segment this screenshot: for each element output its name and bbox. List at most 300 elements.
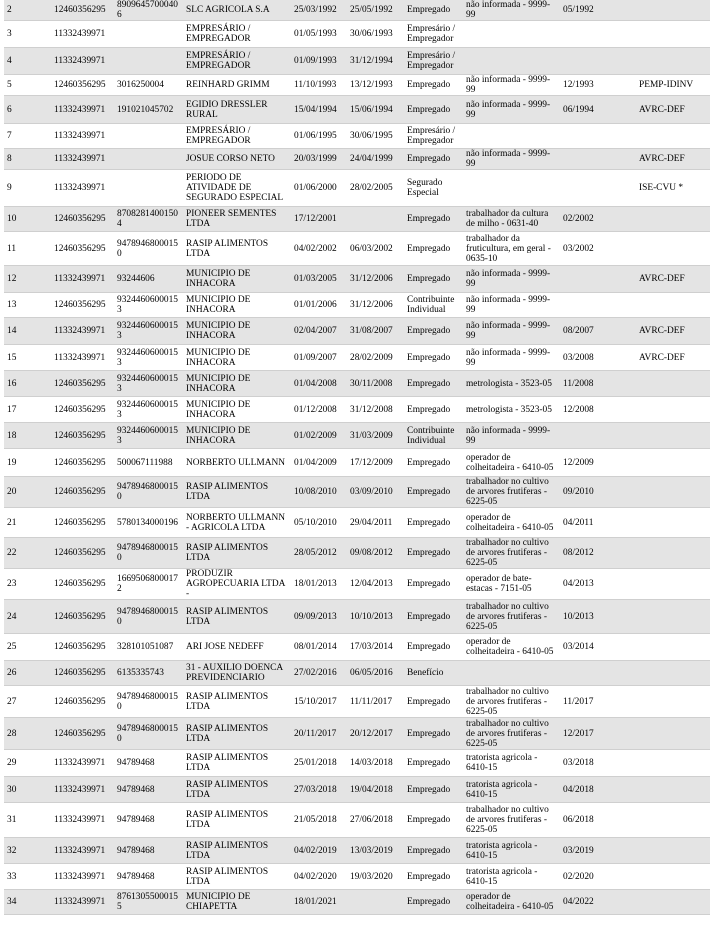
table-row xyxy=(4,207,710,232)
cell-type: Empregado xyxy=(407,326,451,336)
cell-end: 25/05/1992 xyxy=(350,5,393,15)
cell-occupation xyxy=(463,661,560,686)
table-row xyxy=(4,449,710,477)
cell-code: 93244606000153 xyxy=(117,295,178,315)
cell-origin: EMPRESÁRIO / EMPREGADOR xyxy=(186,126,251,146)
cell-occupation: tratorista agricola - 6410-15 xyxy=(466,753,538,773)
cell-end: 09/08/2012 xyxy=(350,548,393,558)
cell-end: 31/12/2006 xyxy=(350,274,393,284)
cell-last-rem xyxy=(560,170,636,207)
cell-occupation: operador de colheitadeira - 6410-05 xyxy=(466,512,554,533)
cell-indicators xyxy=(636,803,710,838)
cell-end: 30/11/2008 xyxy=(350,378,393,389)
cell-start: 01/01/2006 xyxy=(294,300,337,310)
cell-nit: 11332439971 xyxy=(54,183,106,193)
cell-last-rem: 02/2002 xyxy=(563,214,594,224)
cell-start: 27/02/2016 xyxy=(294,668,337,678)
cell-nit: 11332439971 xyxy=(54,104,106,115)
cell-indicators xyxy=(636,477,710,508)
cell-indicators xyxy=(636,686,710,718)
cell-indicators: AVRC-DEF xyxy=(639,104,685,115)
cell-origin: RASIP ALIMENTOS LTDA xyxy=(186,723,269,744)
table-row xyxy=(4,600,710,634)
table-row xyxy=(4,538,710,569)
cell-seq: 20 xyxy=(7,487,17,497)
cell-start: 25/03/1992 xyxy=(294,5,337,15)
cell-seq: 14 xyxy=(7,326,17,336)
cell-nit: 11332439971 xyxy=(54,131,106,141)
cell-seq: 2 xyxy=(7,5,12,15)
cell-code: 94789468 xyxy=(117,784,155,795)
cell-seq: 31 xyxy=(7,815,17,825)
cell-code: 5780134000196 xyxy=(117,517,178,528)
cell-last-rem: 12/2008 xyxy=(563,404,594,415)
cell-code: 94789468000150 xyxy=(117,606,178,627)
table-row xyxy=(4,569,710,600)
cell-seq: 11 xyxy=(7,243,17,254)
cell-nit: 11332439971 xyxy=(54,845,106,856)
cell-start: 01/12/2008 xyxy=(294,404,337,415)
cell-nit: 12460356295 xyxy=(54,668,106,678)
cell-seq: 5 xyxy=(7,80,12,90)
cell-start: 09/09/2013 xyxy=(294,611,337,622)
cell-type: Empregado xyxy=(407,243,451,254)
cell-code: 87613055000155 xyxy=(117,892,178,912)
cell-code xyxy=(114,124,183,149)
cell-indicators: AVRC-DEF xyxy=(639,274,685,284)
table-row xyxy=(4,293,710,318)
cell-last-rem: 10/2013 xyxy=(563,611,594,622)
table-row xyxy=(4,477,710,508)
cell-type: Empregado xyxy=(407,897,451,907)
cell-start: 18/01/2013 xyxy=(294,579,337,589)
cell-end: 24/04/1999 xyxy=(350,154,393,164)
cell-origin: ARI JOSE NEDEFF xyxy=(186,642,264,652)
table-row xyxy=(4,686,710,718)
cell-code: 328101051087 xyxy=(117,642,174,652)
cell-origin: SLC AGRICOLA S.A xyxy=(186,5,270,15)
cell-last-rem xyxy=(560,124,636,149)
cell-end: 15/06/1994 xyxy=(350,104,393,115)
cell-nit: 11332439971 xyxy=(54,784,106,795)
cell-type: Empregado xyxy=(407,404,451,415)
cell-code: 93244606000153 xyxy=(117,399,178,420)
cell-type: Empregado xyxy=(407,611,451,622)
cell-start: 04/02/2020 xyxy=(294,871,337,882)
cell-seq: 10 xyxy=(7,214,17,224)
cell-end: 20/12/2017 xyxy=(350,728,393,739)
table-row xyxy=(4,96,710,124)
cell-occupation: não informada - 9999-99 xyxy=(466,0,551,20)
cell-last-rem: 08/2007 xyxy=(563,326,594,336)
cell-last-rem xyxy=(560,661,636,686)
table-row xyxy=(4,170,710,207)
cell-origin: MUNICIPIO DE INHACORA xyxy=(186,347,251,368)
cell-end xyxy=(347,890,404,915)
cell-type: Empregado xyxy=(407,845,451,856)
cell-code: 89096457000406 xyxy=(117,0,178,20)
cell-end: 14/03/2018 xyxy=(350,758,393,768)
cell-occupation: não informada - 9999-99 xyxy=(466,347,551,368)
cell-code: 93244606000153 xyxy=(117,425,178,446)
cell-type: Empregado xyxy=(407,378,451,389)
cell-type: Segurado Especial xyxy=(407,178,443,198)
cell-start: 17/12/2001 xyxy=(294,214,337,224)
cell-seq: 21 xyxy=(7,517,17,528)
cell-end: 03/09/2010 xyxy=(350,487,393,497)
table-row xyxy=(4,397,710,423)
cell-end xyxy=(347,207,404,232)
cell-origin: MUNICIPIO DE INHACORA xyxy=(186,373,251,394)
cell-start: 20/11/2017 xyxy=(294,728,337,739)
cell-origin: RASIP ALIMENTOS LTDA xyxy=(186,866,269,887)
cell-last-rem: 02/2020 xyxy=(563,871,594,882)
cell-origin: NORBERTO ULLMANN xyxy=(186,457,286,468)
cell-indicators: PEMP-IDINV xyxy=(639,80,694,90)
cell-code: 93244606000153 xyxy=(117,321,178,341)
cell-type: Empregado xyxy=(407,214,451,224)
cell-nit: 12460356295 xyxy=(54,548,106,558)
cell-code: 94789468 xyxy=(117,758,155,768)
cell-last-rem xyxy=(560,21,636,48)
cell-type: Empregado xyxy=(407,517,451,528)
cell-occupation: trabalhador no cultivo de arvores frutiferas - 6225-05 xyxy=(466,686,549,717)
cell-nit: 12460356295 xyxy=(54,579,106,589)
cell-end: 19/03/2020 xyxy=(350,871,393,882)
cell-last-rem xyxy=(560,266,636,293)
cell-origin: MUNICIPIO DE INHACORA xyxy=(186,321,251,341)
cell-origin: RASIP ALIMENTOS LTDA xyxy=(186,779,269,800)
cell-end: 06/03/2002 xyxy=(350,243,393,254)
cell-indicators xyxy=(636,750,710,777)
cell-code: 6135335743 xyxy=(117,668,164,678)
cell-start: 20/03/1999 xyxy=(294,154,337,164)
cell-last-rem: 12/2009 xyxy=(563,457,594,468)
cell-occupation: trabalhador no cultivo de arvores frutiferas - 6225-05 xyxy=(466,601,549,632)
cell-code: 500067111988 xyxy=(117,457,173,468)
cell-seq: 22 xyxy=(7,548,17,558)
cell-start: 01/09/2007 xyxy=(294,352,337,363)
cell-indicators xyxy=(636,397,710,423)
cell-code: 94789468 xyxy=(117,845,155,856)
cell-origin: MUNICIPIO DE INHACORA xyxy=(186,425,251,446)
cell-code: 94789468000150 xyxy=(117,238,178,259)
cell-nit: 11332439971 xyxy=(54,326,106,336)
cell-start: 01/03/2005 xyxy=(294,274,337,284)
cell-nit: 12460356295 xyxy=(54,642,106,652)
cell-seq: 26 xyxy=(7,668,17,678)
cell-code: 87082814001504 xyxy=(117,209,178,229)
cell-nit: 12460356295 xyxy=(54,214,106,224)
cell-start: 15/10/2017 xyxy=(294,696,337,707)
cell-nit: 12460356295 xyxy=(54,728,106,739)
cell-nit: 11332439971 xyxy=(54,758,106,768)
cell-occupation: trabalhador no cultivo de arvores frutiferas - 6225-05 xyxy=(466,805,549,835)
cell-nit: 12460356295 xyxy=(54,457,106,468)
cell-occupation: metrologista - 3523-05 xyxy=(466,404,552,415)
cell-seq: 9 xyxy=(7,183,12,193)
cell-nit: 11332439971 xyxy=(54,815,106,825)
cell-last-rem: 03/2008 xyxy=(563,352,594,363)
cell-seq: 7 xyxy=(7,131,12,141)
table-row xyxy=(4,838,710,864)
table-row xyxy=(4,48,710,75)
cell-start: 18/01/2021 xyxy=(294,897,337,907)
cell-indicators xyxy=(636,838,710,864)
cell-end: 31/12/2006 xyxy=(350,300,393,310)
cell-occupation: não informada - 9999-99 xyxy=(466,321,551,341)
table-row xyxy=(4,21,710,48)
cell-end: 13/12/1993 xyxy=(350,80,393,90)
cell-end: 13/03/2019 xyxy=(350,845,393,856)
cell-type: Empregado xyxy=(407,815,451,825)
cell-start: 01/02/2009 xyxy=(294,430,337,441)
cell-nit: 12460356295 xyxy=(54,696,106,707)
cell-seq: 18 xyxy=(7,430,17,441)
cell-occupation: não informada - 9999-99 xyxy=(466,99,551,120)
cell-indicators xyxy=(636,449,710,477)
table-body xyxy=(4,0,710,915)
cell-occupation: não informada - 9999-99 xyxy=(466,425,551,446)
cell-type: Empresário / Empregador xyxy=(407,51,456,71)
cell-nit: 11332439971 xyxy=(54,871,106,882)
cell-type: Empregado xyxy=(407,758,451,768)
cell-indicators xyxy=(636,777,710,803)
table-row xyxy=(4,232,710,266)
cell-end: 17/12/2009 xyxy=(350,457,393,468)
cell-end: 27/06/2018 xyxy=(350,815,393,825)
cell-indicators xyxy=(636,124,710,149)
cell-code: 94789468000150 xyxy=(117,482,178,502)
cell-type: Empregado xyxy=(407,104,451,115)
cell-occupation: não informada - 9999-99 xyxy=(466,75,551,95)
cell-seq: 27 xyxy=(7,696,17,707)
cell-origin: RASIP ALIMENTOS LTDA xyxy=(186,691,269,712)
cell-type: Contribuinte Individual xyxy=(407,425,455,446)
cell-origin: NORBERTO ULLMANN - AGRICOLA LTDA xyxy=(186,512,286,533)
cell-last-rem: 04/2018 xyxy=(563,784,594,795)
cell-indicators xyxy=(636,423,710,449)
cell-last-rem: 11/2017 xyxy=(563,696,594,707)
cell-origin: RASIP ALIMENTOS LTDA xyxy=(186,543,269,563)
cell-end: 06/05/2016 xyxy=(350,668,393,678)
cell-code xyxy=(114,21,183,48)
table-row xyxy=(4,864,710,890)
cell-nit: 12460356295 xyxy=(54,243,106,254)
cell-type: Empregado xyxy=(407,579,451,589)
table-row xyxy=(4,634,710,661)
cell-end: 30/06/1995 xyxy=(350,131,393,141)
cell-nit: 12460356295 xyxy=(54,80,106,90)
cell-last-rem xyxy=(560,149,636,170)
cell-last-rem: 04/2022 xyxy=(563,897,594,907)
cell-origin: RASIP ALIMENTOS LTDA xyxy=(186,238,269,259)
cell-code: 94789468000150 xyxy=(117,723,178,744)
cell-start: 01/06/2000 xyxy=(294,183,337,193)
cell-indicators xyxy=(636,0,710,21)
cell-origin: PIONEER SEMENTES LTDA xyxy=(186,209,277,229)
table-row xyxy=(4,0,710,21)
table-row xyxy=(4,890,710,915)
table-row xyxy=(4,75,710,96)
cell-code xyxy=(114,170,183,207)
table-row xyxy=(4,266,710,293)
cell-origin: MUNICIPIO DE INHACORA xyxy=(186,399,251,420)
cell-code: 93244606000153 xyxy=(117,347,178,368)
cell-origin: PERIODO DE ATIVIDADE DE SEGURADO ESPECIAL xyxy=(186,173,284,203)
cell-nit: 12460356295 xyxy=(54,517,106,528)
cell-end: 28/02/2009 xyxy=(350,352,393,363)
cell-seq: 8 xyxy=(7,154,12,164)
cell-code: 94789468 xyxy=(117,815,155,825)
table-row xyxy=(4,803,710,838)
table-row xyxy=(4,318,710,345)
cell-end: 19/04/2018 xyxy=(350,784,393,795)
cell-start: 04/02/2002 xyxy=(294,243,337,254)
cell-last-rem xyxy=(560,48,636,75)
cell-occupation xyxy=(463,21,560,48)
cell-code xyxy=(114,149,183,170)
cell-end: 30/06/1993 xyxy=(350,29,393,39)
cell-seq: 24 xyxy=(7,611,17,622)
cell-code: 93244606 xyxy=(117,274,155,284)
cell-end: 12/04/2013 xyxy=(350,579,393,589)
cell-last-rem: 12/2017 xyxy=(563,728,594,739)
table-row xyxy=(4,661,710,686)
cell-seq: 3 xyxy=(7,29,12,39)
cell-seq: 13 xyxy=(7,300,17,310)
cell-origin: JOSUE CORSO NETO xyxy=(186,154,275,164)
cell-origin: EMPRESÁRIO / EMPREGADOR xyxy=(186,24,251,44)
cell-last-rem: 06/2018 xyxy=(563,815,594,825)
table-row xyxy=(4,345,710,371)
cell-type: Empregado xyxy=(407,728,451,739)
cell-last-rem: 03/2019 xyxy=(563,845,594,856)
cell-end: 31/12/2008 xyxy=(350,404,393,415)
cell-start: 21/05/2018 xyxy=(294,815,337,825)
cell-origin: RASIP ALIMENTOS LTDA xyxy=(186,810,269,830)
cell-occupation: operador de bate-estacas - 7151-05 xyxy=(466,574,532,594)
cell-start: 01/06/1995 xyxy=(294,131,337,141)
cell-start: 11/10/1993 xyxy=(294,80,337,90)
cell-nit: 11332439971 xyxy=(54,352,106,363)
cell-last-rem: 09/2010 xyxy=(563,487,594,497)
cell-indicators xyxy=(636,232,710,266)
cell-last-rem: 04/2011 xyxy=(563,517,594,528)
cell-indicators xyxy=(636,21,710,48)
cell-indicators: AVRC-DEF xyxy=(639,154,685,164)
cell-origin: RASIP ALIMENTOS LTDA xyxy=(186,753,269,773)
employment-records-table xyxy=(4,0,710,915)
cell-indicators xyxy=(636,661,710,686)
cell-start: 08/01/2014 xyxy=(294,642,337,652)
cell-nit: 11332439971 xyxy=(54,274,106,284)
cell-type: Empregado xyxy=(407,274,451,284)
cell-occupation: metrologista - 3523-05 xyxy=(466,378,552,389)
cell-indicators xyxy=(636,207,710,232)
cell-last-rem: 11/2008 xyxy=(563,378,594,389)
cell-start: 10/08/2010 xyxy=(294,487,337,497)
cell-code: 3016250004 xyxy=(117,80,164,90)
cell-origin: EGIDIO DRESSLER RURAL xyxy=(186,99,268,120)
cell-origin: MUNICIPIO DE INHACORA xyxy=(186,269,251,289)
cell-occupation: operador de colheitadeira - 6410-05 xyxy=(466,892,554,912)
cell-end: 11/11/2017 xyxy=(350,696,393,707)
cell-seq: 28 xyxy=(7,728,17,739)
cell-nit: 11332439971 xyxy=(54,29,106,39)
cell-end: 31/08/2007 xyxy=(350,326,393,336)
cell-origin: REINHARD GRIMM xyxy=(186,80,270,90)
cell-start: 28/05/2012 xyxy=(294,548,337,558)
cell-code: 94789468000150 xyxy=(117,691,178,712)
table-row xyxy=(4,508,710,538)
table-row xyxy=(4,124,710,149)
cell-nit: 12460356295 xyxy=(54,430,106,441)
cell-origin: EMPRESÁRIO / EMPREGADOR xyxy=(186,51,251,71)
cell-origin: MUNICIPIO DE INHACORA xyxy=(186,295,251,315)
cell-seq: 25 xyxy=(7,642,17,652)
cell-last-rem: 03/2018 xyxy=(563,758,594,768)
cell-start: 01/04/2009 xyxy=(294,457,337,468)
cell-indicators xyxy=(636,48,710,75)
cell-seq: 4 xyxy=(7,56,12,66)
cell-end: 17/03/2014 xyxy=(350,642,393,652)
table-row xyxy=(4,718,710,750)
cell-start: 04/02/2019 xyxy=(294,845,337,856)
cell-start: 27/03/2018 xyxy=(294,784,337,795)
cell-nit: 11332439971 xyxy=(54,154,106,164)
cell-occupation: trabalhador no cultivo de arvores frutiferas - 6225-05 xyxy=(466,538,549,568)
cell-type: Empregado xyxy=(407,696,451,707)
cell-type: Empregado xyxy=(407,871,451,882)
cell-origin: PRODUZIR AGROPECUARIA LTDA - xyxy=(186,569,285,599)
cell-seq: 6 xyxy=(7,104,12,115)
cell-indicators xyxy=(636,569,710,600)
cell-last-rem xyxy=(560,423,636,449)
cell-indicators: ISE-CVU * xyxy=(639,183,684,193)
table-row xyxy=(4,423,710,449)
cell-code: 93244606000153 xyxy=(117,373,178,394)
cell-start: 01/05/1993 xyxy=(294,29,337,39)
cell-type: Benefício xyxy=(407,668,444,678)
cell-occupation xyxy=(463,170,560,207)
cell-seq: 12 xyxy=(7,274,17,284)
cell-seq: 34 xyxy=(7,897,17,907)
cell-type: Empregado xyxy=(407,784,451,795)
cell-end: 29/04/2011 xyxy=(350,517,393,528)
table-row xyxy=(4,149,710,170)
cell-type: Empresário / Empregador xyxy=(407,24,456,44)
cell-indicators xyxy=(636,538,710,569)
cell-occupation: não informada - 9999-99 xyxy=(466,149,551,169)
cell-code: 94789468000150 xyxy=(117,543,178,563)
cell-last-rem: 03/2002 xyxy=(563,243,594,254)
cell-start: 05/10/2010 xyxy=(294,517,337,528)
cell-origin: RASIP ALIMENTOS LTDA xyxy=(186,606,269,627)
cell-indicators xyxy=(636,508,710,538)
cell-type: Empresário / Empregador xyxy=(407,126,456,146)
cell-type: Empregado xyxy=(407,352,451,363)
cell-start: 01/09/1993 xyxy=(294,56,337,66)
cell-indicators xyxy=(636,864,710,890)
cell-type: Empregado xyxy=(407,487,451,497)
cell-start: 25/01/2018 xyxy=(294,758,337,768)
cell-end: 31/12/1994 xyxy=(350,56,393,66)
cell-occupation xyxy=(463,48,560,75)
cell-last-rem: 04/2013 xyxy=(563,579,594,589)
cell-end: 28/02/2005 xyxy=(350,183,393,193)
cell-type: Empregado xyxy=(407,80,451,90)
